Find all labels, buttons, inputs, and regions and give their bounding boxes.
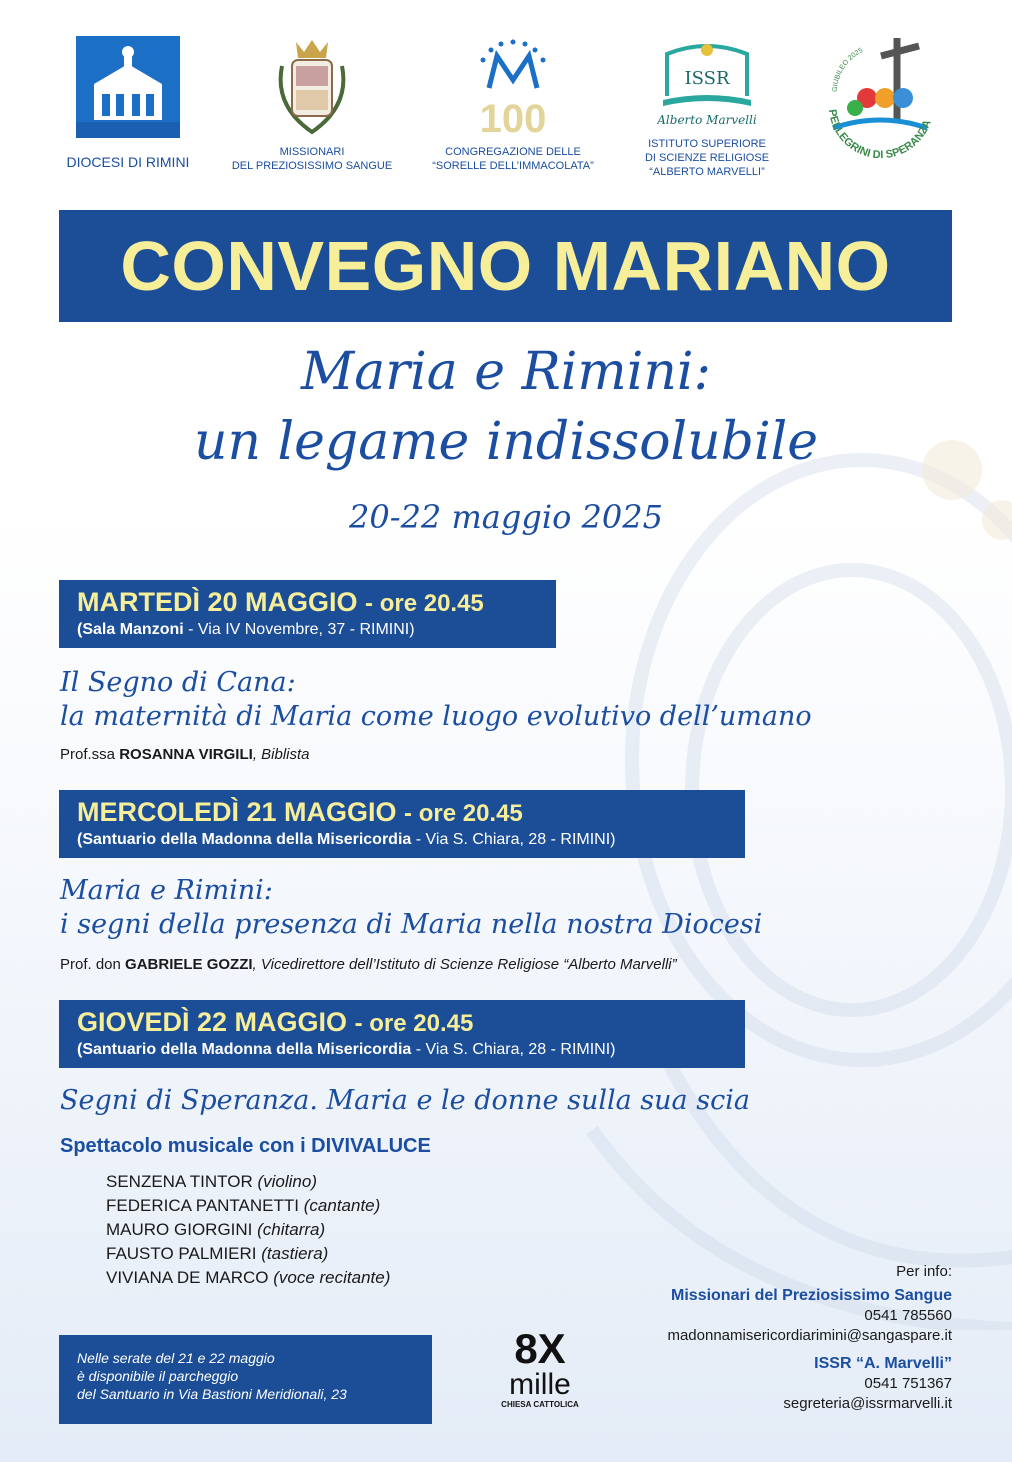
- speaker-role: , Biblista: [252, 746, 310, 763]
- event-day: GIOVEDÌ 22 MAGGIO: [77, 1007, 348, 1037]
- performer-role: (violino): [257, 1172, 317, 1191]
- speaker-name: GABRIELE GOZZI: [125, 956, 253, 973]
- event-place: [77, 1040, 731, 1060]
- performer-name: FAUSTO PALMIERI: [106, 1244, 257, 1263]
- event-address: - Via IV Novembre, 37 - RIMINI): [183, 621, 415, 638]
- svg-text:100: 100: [479, 97, 547, 136]
- performer-name: MAURO GIORGINI: [106, 1220, 253, 1239]
- speaker-1: [60, 746, 310, 763]
- talk-line: Il Segno di Cana:: [60, 667, 296, 698]
- svg-text:GIUBILEO 2025: GIUBILEO 2025: [831, 47, 865, 93]
- event-day: MARTEDÌ 20 MAGGIO: [77, 587, 358, 617]
- subtitle-line-1: Maria e Rimini:: [301, 342, 711, 402]
- event-day-title: [77, 1006, 731, 1040]
- event-address: - Via S. Chiara, 28 - RIMINI): [411, 831, 616, 848]
- logo-giubileo-2025: [810, 32, 950, 167]
- performer: [106, 1194, 390, 1218]
- jubilee-2025-icon: [815, 32, 945, 162]
- music-heading: Spettacolo musicale con i DIVIVALUCE: [60, 1135, 431, 1157]
- performer: [106, 1266, 390, 1290]
- info-org-2: ISSR “A. Marvelli”: [814, 1355, 952, 1372]
- event-venue: (Santuario della Madonna della Misericordia: [77, 1041, 412, 1058]
- event-place: [77, 620, 542, 640]
- svg-text:ISSR: ISSR: [684, 68, 730, 89]
- coat-of-arms-icon: [264, 36, 360, 136]
- talk-line: Maria e Rimini:: [60, 875, 273, 906]
- event-time: - ore 20.45: [365, 590, 484, 617]
- performer-role: (chitarra): [257, 1220, 326, 1239]
- logo-caption-missionari: MISSIONARI DEL PREZIOSISSIMO SANGUE: [231, 146, 393, 172]
- issr-book-icon: [657, 36, 757, 132]
- info-label: Per info:: [896, 1263, 952, 1280]
- event-dates: 20-22 maggio 2025: [349, 498, 663, 536]
- subtitle-line-2: un legame indissolubile: [194, 412, 818, 472]
- talk-line: i segni della presenza di Maria nella nostra Diocesi: [60, 909, 763, 940]
- performer-name: FEDERICA PANTANETTI: [106, 1196, 300, 1215]
- sponsor-logos-row: [0, 36, 1012, 186]
- logo-missionari: [222, 36, 402, 173]
- talk-title-3: [60, 1084, 750, 1118]
- event-venue: (Sala Manzoni: [77, 621, 184, 638]
- parking-notice: [59, 1335, 432, 1424]
- event-day-title: [77, 796, 731, 830]
- info-email-2[interactable]: segreteria@issrmarvelli.it: [783, 1395, 952, 1412]
- talk-line: Segni di Speranza. Maria e le donne sulla sua scia: [60, 1085, 750, 1116]
- logo-caption-sorelle: CONGREGAZIONE DELLE “SORELLE DELL’IMMACOLATA”: [432, 146, 594, 172]
- parking-line: del Santuario in Via Bastioni Meridionali, 23: [77, 1386, 347, 1402]
- cathedral-logo-icon: [76, 36, 180, 138]
- logo-caption-issr: ISTITUTO SUPERIORE DI SCIENZE RELIGIOSE “ALBERTO MARVELLI”: [644, 138, 770, 178]
- event-venue: (Santuario della Madonna della Misericordia: [77, 831, 412, 848]
- info-phone-1: 0541 785560: [864, 1307, 952, 1324]
- event-time: - ore 20.45: [354, 1010, 474, 1037]
- event-time: - ore 20.45: [404, 800, 523, 827]
- logo-sorelle-immacolata: [418, 36, 608, 173]
- contact-info: [667, 1262, 952, 1414]
- talk-line: la maternità di Maria come luogo evolutivo dell’umano: [60, 701, 812, 732]
- performer: [106, 1170, 390, 1194]
- performer-name: VIVIANA DE MARCO: [106, 1268, 269, 1287]
- svg-text:Alberto Marvelli: Alberto Marvelli: [657, 113, 757, 127]
- speaker-role: , Vicedirettore dell’Istituto di Scienze Religiose “Alberto Marvelli”: [252, 956, 677, 973]
- event-day: MERCOLEDÌ 21 MAGGIO: [77, 797, 397, 827]
- performer-name: SENZENA TINTOR: [106, 1172, 253, 1191]
- info-email-1[interactable]: madonnamisericordiarimini@sangaspare.it: [667, 1327, 952, 1344]
- page-title: CONVEGNO MARIANO: [120, 227, 891, 305]
- info-org-1: Missionari del Preziosissimo Sangue: [671, 1287, 952, 1304]
- marian-monogram-icon: [463, 36, 563, 136]
- otto-per-mille-logo: [490, 1325, 590, 1409]
- talk-title-1: [60, 666, 812, 734]
- event-day-box-1: [59, 580, 556, 648]
- performer-role: (voce recitante): [273, 1268, 391, 1287]
- otto-church: CHIESA CATTOLICA: [501, 1400, 579, 1409]
- talk-title-2: [60, 874, 762, 942]
- otto-mille: mille: [509, 1368, 571, 1401]
- parking-line: Nelle serate del 21 e 22 maggio: [77, 1350, 275, 1366]
- performer-role: (tastiera): [261, 1244, 329, 1263]
- event-day-box-2: [59, 790, 745, 858]
- speaker-name: ROSANNA VIRGILI: [119, 746, 253, 763]
- performer: [106, 1242, 390, 1266]
- title-band: [59, 210, 952, 322]
- parking-line: è disponibile il parcheggio: [77, 1368, 239, 1384]
- info-phone-2: 0541 751367: [864, 1375, 952, 1392]
- otto-mark: [490, 1325, 590, 1372]
- speaker-title: Prof.ssa: [60, 746, 120, 763]
- event-place: [77, 830, 731, 850]
- otto-number: 8X: [514, 1325, 566, 1372]
- event-day-title: [77, 586, 542, 620]
- performer-role: (cantante): [303, 1196, 381, 1215]
- logo-caption-diocesi: DIOCESI DI RIMINI: [66, 154, 190, 170]
- event-day-box-3: [59, 1000, 745, 1068]
- logo-issr: [622, 36, 792, 179]
- speaker-title: Prof. don: [60, 956, 126, 973]
- svg-text:PELLEGRINI DI SPERANZA: PELLEGRINI DI SPERANZA: [825, 108, 934, 162]
- performers-list: [106, 1170, 390, 1290]
- performer: [106, 1218, 390, 1242]
- speaker-2: [60, 956, 677, 973]
- logo-diocesi-rimini: [58, 36, 198, 169]
- event-address: - Via S. Chiara, 28 - RIMINI): [411, 1041, 616, 1058]
